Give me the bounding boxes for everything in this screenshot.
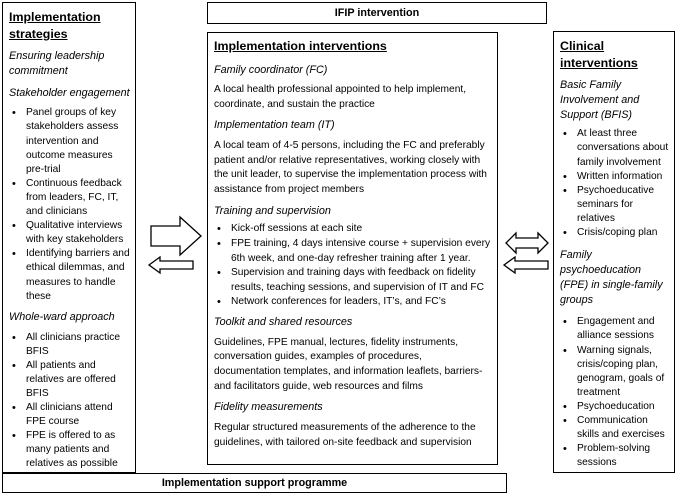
- fidelity-text: Regular structured measurements of the adherence to the guidelines, with tailored on-site feedback and supervision: [214, 421, 476, 448]
- fidelity-heading: Fidelity measurements: [214, 401, 323, 414]
- list-item: • At least three conversations about family involvement: [560, 127, 672, 169]
- ifip-intervention-label: IFIP intervention: [334, 7, 420, 19]
- list-item: • Crisis/coping plan: [560, 226, 672, 240]
- training-supervision-heading: Training and supervision: [214, 204, 331, 217]
- double-arrow-icon: [505, 232, 549, 254]
- list-item: • Kick-off sessions at each site: [214, 222, 491, 237]
- list-item: • Identifying barriers and ethical dilemmas, and measures to handle these: [9, 247, 131, 303]
- list-item: • Problem-solving sessions: [560, 442, 672, 470]
- whole-ward-list: [9, 331, 131, 472]
- implementation-strategies-title: Implementation strategies: [9, 10, 101, 41]
- clinical-interventions-box: [553, 31, 675, 473]
- list-item: • Engagement and alliance sessions: [560, 315, 672, 343]
- list-item: • All clinicians practice BFIS: [9, 331, 131, 359]
- list-item: • All clinicians attend FPE course: [9, 401, 131, 429]
- list-item: • FPE training, 4 days intensive course + supervision every 6th week, and one-day refresher training after 1 year.: [214, 237, 491, 266]
- left-arrow-icon: [148, 256, 194, 274]
- implementation-support-label: Implementation support programme: [161, 477, 348, 489]
- list-item: • Qualitative interviews with key stakeholders: [9, 219, 131, 247]
- list-item: • Panel groups of key stakeholders assess intervention and outcome measures pre-trial: [9, 106, 131, 176]
- whole-ward-heading: Whole-ward approach: [9, 310, 115, 323]
- list-item: • Supervision and training days with feedback on fidelity results, teaching sessions, and supervision of IT and FC: [214, 266, 491, 295]
- family-coordinator-heading: Family coordinator (FC): [214, 63, 328, 76]
- implementation-team-text: A local team of 4-5 persons, including the FC and preferably patient and/or relative representatives, working closely with the unit leader, to supervise the implementation process with assistance from project members: [214, 140, 487, 196]
- implementation-interventions-title: Implementation interventions: [214, 39, 387, 53]
- list-item: • All patients and relatives are offered BFIS: [9, 359, 131, 401]
- list-item: • Network conferences for leaders, IT’s, and FC’s: [214, 295, 491, 310]
- list-item: • Psychoeducation: [560, 400, 672, 414]
- family-coordinator-text: A local health professional appointed to help implement, coordinate, and sustain the practice: [214, 84, 467, 110]
- implementation-team-heading: Implementation team (IT): [214, 119, 335, 132]
- stakeholder-engagement-list: [9, 106, 131, 303]
- list-item: • FPE is offered to as many patients and relatives as possible: [9, 429, 131, 471]
- implementation-support-banner: [2, 473, 507, 493]
- toolkit-text: Guidelines, FPE manual, lectures, fidelity instruments, conversation guides, examples of procedures, documentation templates, and information leaflets, barriers- and facilitators guide, web resources and films: [214, 336, 483, 392]
- right-arrow-icon: [150, 216, 202, 256]
- clinical-interventions-title: Clinical interventions: [560, 39, 638, 70]
- left-arrow-icon: [503, 256, 549, 274]
- implementation-interventions-box: [207, 32, 498, 465]
- fpe-heading: Family psychoeducation (FPE) in single-family groups: [560, 249, 663, 306]
- implementation-strategies-box: [2, 2, 136, 473]
- ensuring-leadership-heading: Ensuring leadership commitment: [9, 50, 105, 77]
- fpe-list: [560, 315, 672, 470]
- list-item: • Psychoeducative seminars for relatives: [560, 184, 672, 226]
- bfis-list: [560, 127, 672, 240]
- list-item: • Written information: [560, 170, 672, 184]
- list-item: • Continuous feedback from leaders, FC, IT, and clinicians: [9, 177, 131, 219]
- toolkit-heading: Toolkit and shared resources: [214, 316, 353, 329]
- ifip-intervention-banner: [207, 2, 547, 24]
- list-item: • Communication skills and exercises: [560, 414, 672, 442]
- stakeholder-engagement-heading: Stakeholder engagement: [9, 86, 130, 99]
- training-supervision-list: [214, 222, 491, 310]
- list-item: • Warning signals, crisis/coping plan, genogram, goals of treatment: [560, 344, 672, 400]
- bfis-heading: Basic Family Involvement and Support (BFIS): [560, 79, 640, 121]
